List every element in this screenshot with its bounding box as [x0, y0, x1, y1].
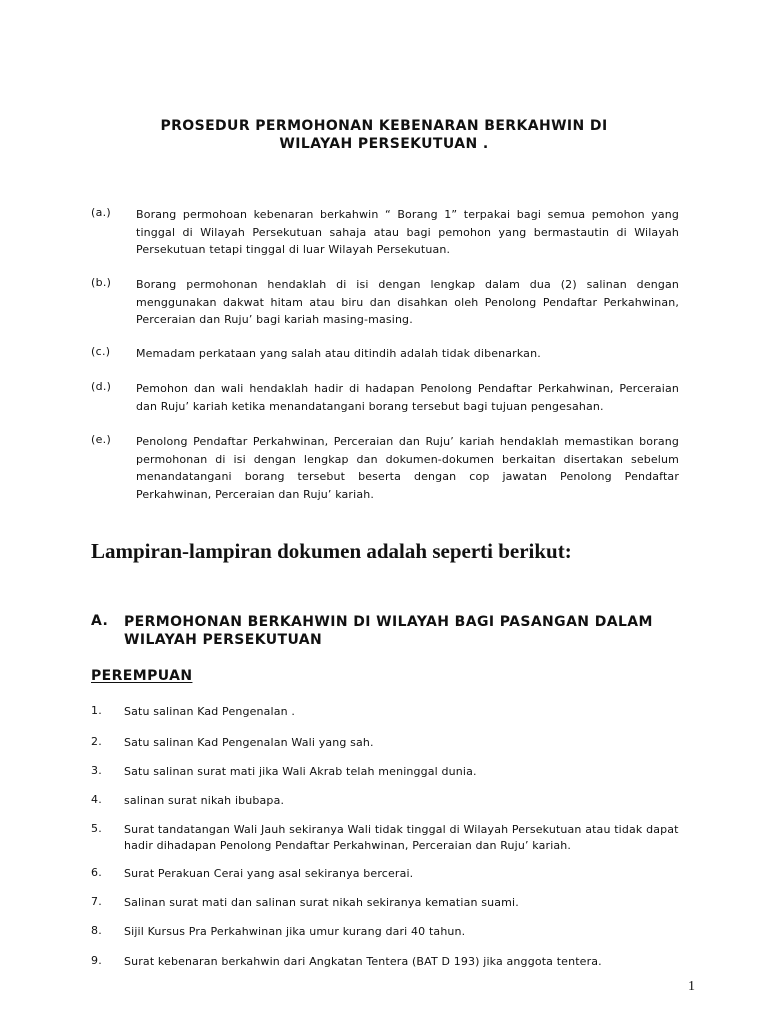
procedure-label: (c.) — [91, 345, 111, 358]
procedure-label: (a.) — [91, 206, 112, 219]
page-number: 1 — [688, 979, 695, 994]
procedure-label: (e.) — [91, 433, 112, 446]
list-item-text: Satu salinan Kad Pengenalan . — [124, 705, 296, 718]
list-item-text: Surat tandatangan Wali Jauh sekiranya Wali tidak tinggal di Wilayah Persekutuan atau tidak dapat hadir dihadapan Penolong Pendaftar Perkahwinan, Perceraian dan Ruju’ kariah. — [124, 823, 679, 852]
list-item-text: Salinan surat mati dan salinan surat nikah sekiranya kematian suami. — [124, 896, 519, 909]
list-item-text: Surat kebenaran berkahwin dari Angkatan Tentera (BAT D 193) jika anggota tentera. — [124, 955, 602, 968]
procedure-text: Borang permohoan kebenaran berkahwin “ Borang 1” terpakai bagi semua pemohon yang tinggal di Wilayah Persekutuan sahaja atau bagi pemohon yang bermastautin di Wilayah Persekutuan tetapi tinggal di luar Wilayah Persekutuan. — [136, 208, 679, 256]
list-item-text: Sijil Kursus Pra Perkahwinan jika umur kurang dari 40 tahun. — [124, 925, 466, 938]
list-item-number: 4. — [91, 793, 102, 806]
list-item-number: 1. — [91, 704, 102, 717]
list-item-text: salinan surat nikah ibubapa. — [124, 794, 285, 807]
list-item-number: 6. — [91, 866, 102, 879]
document-title-line-2: WILAYAH PERSEKUTUAN . — [279, 136, 489, 152]
list-item-number: 7. — [91, 895, 102, 908]
section-letter: A. — [91, 613, 109, 629]
list-item-text: Satu salinan surat mati jika Wali Akrab telah meninggal dunia. — [124, 765, 477, 778]
procedure-label: (b.) — [91, 276, 112, 289]
list-item-number: 9. — [91, 954, 102, 967]
list-item-text: Surat Perakuan Cerai yang asal sekiranya bercerai. — [124, 867, 414, 880]
section-title: PERMOHONAN BERKAHWIN DI WILAYAH BAGI PASANGAN DALAM WILAYAH PERSEKUTUAN — [124, 614, 653, 648]
document-title-line-1: PROSEDUR PERMOHONAN KEBENARAN BERKAHWIN DI — [160, 118, 608, 134]
subheading-perempuan: PEREMPUAN — [91, 668, 193, 684]
list-item-number: 5. — [91, 822, 102, 835]
procedure-text: Pemohon dan wali hendaklah hadir di hadapan Penolong Pendaftar Perkahwinan, Perceraian dan Ruju’ kariah ketika menandatangani borang tersebut bagi tujuan pengesahan. — [136, 382, 679, 413]
procedure-label: (d.) — [91, 380, 112, 393]
procedure-text: Memadam perkataan yang salah atau ditindih adalah tidak dibenarkan. — [136, 347, 541, 360]
procedure-text: Penolong Pendaftar Perkahwinan, Perceraian dan Ruju’ kariah hendaklah memastikan borang permohonan di isi dengan lengkap dan dokumen-dokumen berkaitan disertakan sebelum menandatangani borang tersebut beserta dengan cop jawatan Penolong Pendaftar Perkahwinan, Perceraian dan Ruju’ kariah. — [136, 435, 679, 501]
procedure-text: Borang permohonan hendaklah di isi dengan lengkap dalam dua (2) salinan dengan menggunakan dakwat hitam atau biru dan disahkan oleh Penolong Pendaftar Perkahwinan, Perceraian dan Ruju’ bagi kariah masing-masing. — [136, 278, 679, 326]
list-item-text: Satu salinan Kad Pengenalan Wali yang sah. — [124, 736, 374, 749]
list-item-number: 8. — [91, 924, 102, 937]
lampiran-heading: Lampiran-lampiran dokumen adalah seperti berikut: — [91, 539, 572, 563]
list-item-number: 2. — [91, 735, 102, 748]
list-item-number: 3. — [91, 764, 102, 777]
